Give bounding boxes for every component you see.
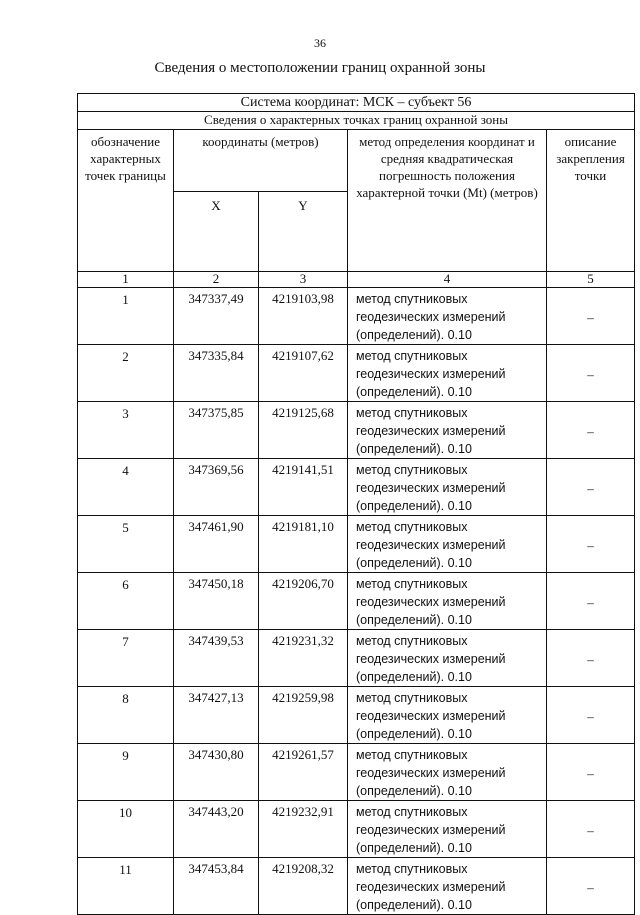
y-coordinate-cell: 4219232,91 bbox=[259, 801, 348, 858]
description-cell: – bbox=[547, 630, 635, 687]
page-number: 36 bbox=[314, 36, 326, 50]
y-coordinate-cell: 4219107,62 bbox=[259, 345, 348, 402]
description-cell: – bbox=[547, 744, 635, 801]
table-row bbox=[78, 516, 635, 573]
document-title: Сведения о местоположении границ охранной зоны bbox=[154, 60, 486, 76]
point-id-cell: 11 bbox=[78, 858, 174, 915]
table-row bbox=[78, 630, 635, 687]
y-coordinate-cell: 4219206,70 bbox=[259, 573, 348, 630]
description-cell: – bbox=[547, 288, 635, 345]
point-id-cell: 7 bbox=[78, 630, 174, 687]
point-id-cell: 1 bbox=[78, 288, 174, 345]
x-coordinate-cell: 347450,18 bbox=[174, 573, 259, 630]
x-coordinate-cell: 347430,80 bbox=[174, 744, 259, 801]
point-id-cell: 9 bbox=[78, 744, 174, 801]
description-cell: – bbox=[547, 573, 635, 630]
method-cell: метод спутниковых геодезических измерений (определений). 0.10 bbox=[348, 402, 547, 459]
method-cell: метод спутниковых геодезических измерений (определений). 0.10 bbox=[348, 516, 547, 573]
table-row bbox=[78, 858, 635, 915]
point-id-cell: 4 bbox=[78, 459, 174, 516]
table-row bbox=[78, 687, 635, 744]
table-row bbox=[78, 402, 635, 459]
point-id-cell: 3 bbox=[78, 402, 174, 459]
y-coordinate-cell: 4219208,32 bbox=[259, 858, 348, 915]
x-coordinate-cell: 347375,85 bbox=[174, 402, 259, 459]
x-coordinate-cell: 347427,13 bbox=[174, 687, 259, 744]
description-cell: – bbox=[547, 801, 635, 858]
description-cell: – bbox=[547, 687, 635, 744]
point-id-cell: 2 bbox=[78, 345, 174, 402]
method-cell: метод спутниковых геодезических измерений (определений). 0.10 bbox=[348, 687, 547, 744]
x-coordinate-cell: 347461,90 bbox=[174, 516, 259, 573]
coordinate-system-header: Система координат: МСК – субъект 56 bbox=[78, 94, 635, 112]
x-coordinate-cell: 347453,84 bbox=[174, 858, 259, 915]
col-point-header: обозначение характерных точек границы bbox=[78, 130, 174, 272]
x-coordinate-cell: 347439,53 bbox=[174, 630, 259, 687]
y-coordinate-cell: 4219231,32 bbox=[259, 630, 348, 687]
description-cell: – bbox=[547, 516, 635, 573]
col-desc-header: описание закрепления точки bbox=[547, 130, 635, 272]
column-number: 3 bbox=[259, 272, 348, 288]
method-cell: метод спутниковых геодезических измерений (определений). 0.10 bbox=[348, 459, 547, 516]
method-cell: метод спутниковых геодезических измерений (определений). 0.10 bbox=[348, 630, 547, 687]
y-coordinate-cell: 4219181,10 bbox=[259, 516, 348, 573]
table-row bbox=[78, 744, 635, 801]
y-coordinate-cell: 4219125,68 bbox=[259, 402, 348, 459]
col-y-header: Y bbox=[259, 192, 348, 272]
col-coords-header: координаты (метров) bbox=[174, 130, 348, 192]
table-row bbox=[78, 801, 635, 858]
y-coordinate-cell: 4219259,98 bbox=[259, 687, 348, 744]
col-x-header: X bbox=[174, 192, 259, 272]
table-row bbox=[78, 288, 635, 345]
description-cell: – bbox=[547, 459, 635, 516]
method-cell: метод спутниковых геодезических измерений (определений). 0.10 bbox=[348, 858, 547, 915]
column-number: 4 bbox=[348, 272, 547, 288]
table-row bbox=[78, 573, 635, 630]
column-number: 1 bbox=[78, 272, 174, 288]
column-number: 2 bbox=[174, 272, 259, 288]
table-row bbox=[78, 459, 635, 516]
point-id-cell: 8 bbox=[78, 687, 174, 744]
points-info-header: Сведения о характерных точках границ охранной зоны bbox=[78, 112, 635, 130]
method-cell: метод спутниковых геодезических измерений (определений). 0.10 bbox=[348, 801, 547, 858]
point-id-cell: 6 bbox=[78, 573, 174, 630]
method-cell: метод спутниковых геодезических измерений (определений). 0.10 bbox=[348, 288, 547, 345]
column-numbers-row bbox=[78, 272, 635, 288]
point-id-cell: 5 bbox=[78, 516, 174, 573]
x-coordinate-cell: 347369,56 bbox=[174, 459, 259, 516]
y-coordinate-cell: 4219261,57 bbox=[259, 744, 348, 801]
table-row bbox=[78, 345, 635, 402]
description-cell: – bbox=[547, 402, 635, 459]
description-cell: – bbox=[547, 858, 635, 915]
coordinates-table bbox=[77, 93, 635, 915]
x-coordinate-cell: 347443,20 bbox=[174, 801, 259, 858]
description-cell: – bbox=[547, 345, 635, 402]
x-coordinate-cell: 347337,49 bbox=[174, 288, 259, 345]
method-cell: метод спутниковых геодезических измерений (определений). 0.10 bbox=[348, 345, 547, 402]
column-number: 5 bbox=[547, 272, 635, 288]
y-coordinate-cell: 4219141,51 bbox=[259, 459, 348, 516]
y-coordinate-cell: 4219103,98 bbox=[259, 288, 348, 345]
x-coordinate-cell: 347335,84 bbox=[174, 345, 259, 402]
method-cell: метод спутниковых геодезических измерений (определений). 0.10 bbox=[348, 573, 547, 630]
point-id-cell: 10 bbox=[78, 801, 174, 858]
method-cell: метод спутниковых геодезических измерений (определений). 0.10 bbox=[348, 744, 547, 801]
col-method-header: метод определения координат и средняя квадратическая погрешность положения характерной точки (Mt) (метров) bbox=[348, 130, 547, 272]
